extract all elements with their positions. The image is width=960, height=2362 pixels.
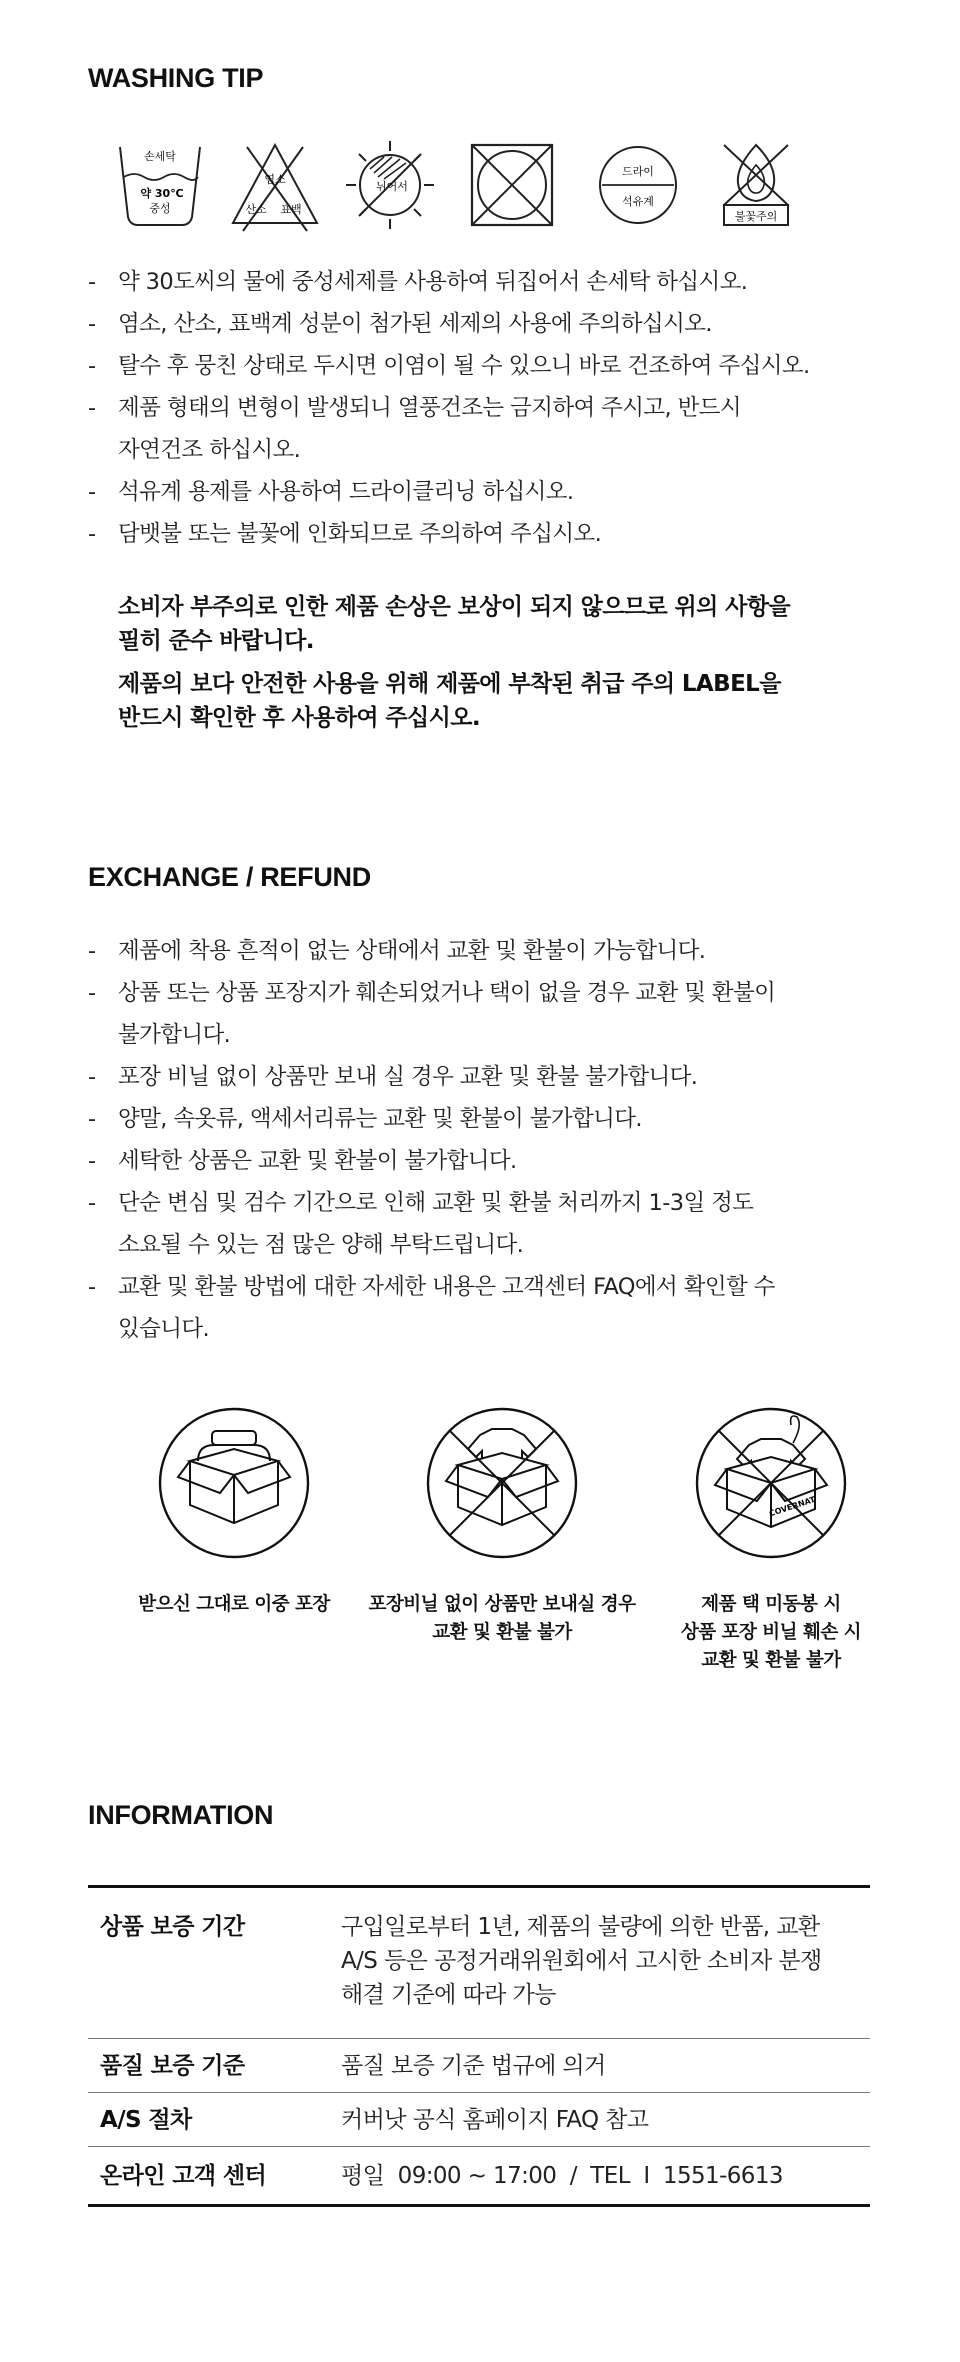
dry-clean-text-2: 석유계 — [622, 195, 654, 208]
no-bag-box-icon — [424, 1405, 580, 1561]
quality-standard-value: 품질 보증 기준 법규에 의거 — [341, 2052, 606, 2079]
no-dryer-icon — [462, 135, 562, 235]
washing-tip-title: WASHING TIP — [88, 63, 264, 93]
quality-standard-label: 품질 보증 기준 — [100, 2052, 245, 2079]
list-item: - 탈수 후 뭉친 상태로 두시면 이염이 될 수 있으니 바로 건조하여 주십시오. — [88, 353, 810, 379]
as-procedure-label: A/S 절차 — [100, 2106, 192, 2133]
table-row — [88, 1888, 870, 2038]
flammable-text: 불꽃주의 — [734, 210, 778, 223]
warning-notice: 소비자 부주의로 인한 제품 손상은 보상이 되지 않으므로 위의 사항을 필히 준수 바랍니다. — [118, 594, 790, 654]
label-notice: 제품의 보다 안전한 사용을 위해 제품에 부착된 취급 주의 LABEL을 반드시 확인한 후 사용하여 주십시오. — [118, 671, 781, 731]
bleach-text-3: 표백 — [280, 203, 302, 216]
table-row — [88, 2092, 870, 2146]
exchange-pictograms — [0, 1405, 960, 1685]
hand-wash-text-2: 약 30℃ — [140, 187, 184, 200]
warranty-period-value: 구입일로부터 1년, 제품의 불량에 의한 반품, 교환 A/S 등은 공정거래위원회에서 고시한 소비자 분쟁 해결 기준에 따라 가능 — [341, 1914, 822, 2008]
no-tag-box-icon — [693, 1405, 849, 1561]
bleach-text-2: 산소 — [245, 203, 267, 216]
washing-bullet-list — [88, 261, 888, 555]
as-procedure-value: 커버낫 공식 홈페이지 FAQ 참고 — [341, 2106, 649, 2133]
hand-wash-text-1: 손세탁 — [144, 150, 176, 163]
list-item: - 세탁한 상품은 교환 및 환불이 불가합니다. — [88, 1148, 517, 1174]
no-tag-pictogram — [621, 1405, 921, 1675]
exchange-refund-title: EXCHANGE / REFUND — [88, 862, 371, 892]
list-item: - 단순 변심 및 검수 기간으로 인해 교환 및 환불 처리까지 1-3일 정도 소요될 수 있는 점 많은 양해 부탁드립니다. — [88, 1190, 754, 1258]
list-item: - 염소, 산소, 표백계 성분이 첨가된 세제의 사용에 주의하십시오. — [88, 311, 712, 337]
dry-flat-icon — [340, 135, 440, 235]
list-item: - 교환 및 환불 방법에 대한 자세한 내용은 고객센터 FAQ에서 확인할 수 있습니다. — [88, 1274, 775, 1342]
no-bag-caption: 포장비닐 없이 상품만 보내실 경우 교환 및 환불 불가 — [368, 1594, 636, 1643]
no-bag-pictogram — [352, 1405, 652, 1647]
bleach-text-1: 염소 — [264, 173, 286, 186]
customer-center-value: 평일 09:00 ~ 17:00 / TEL I 1551-6613 — [341, 2162, 783, 2189]
list-item: - 제품 형태의 변형이 발생되니 열풍건조는 금지하여 주시고, 반드시 자연건조 하십시오. — [88, 395, 742, 463]
customer-center-label: 온라인 고객 센터 — [100, 2162, 267, 2189]
list-item: - 석유계 용제를 사용하여 드라이클리닝 하십시오. — [88, 479, 574, 505]
list-item: - 포장 비닐 없이 상품만 보내 실 경우 교환 및 환불 불가합니다. — [88, 1064, 698, 1090]
flammable-warning-icon — [706, 135, 806, 235]
list-item: - 제품에 착용 흔적이 없는 상태에서 교환 및 환불이 가능합니다. — [88, 938, 706, 964]
table-row — [88, 2146, 870, 2204]
double-pack-pictogram — [84, 1405, 384, 1619]
hand-wash-text-3: 중성 — [149, 202, 171, 215]
list-item: - 상품 또는 상품 포장지가 훼손되었거나 택이 없을 경우 교환 및 환불이 불가합니다. — [88, 980, 776, 1048]
information-title: INFORMATION — [88, 1800, 274, 1830]
list-item: - 약 30도씨의 물에 중성세제를 사용하여 뒤집어서 손세탁 하십시오. — [88, 269, 748, 295]
warranty-period-label: 상품 보증 기간 — [100, 1914, 245, 1940]
no-tag-caption: 제품 택 미동봉 시 상품 포장 비닐 훼손 시 교환 및 환불 불가 — [680, 1594, 862, 1671]
no-bleach-icon — [225, 135, 325, 235]
table-row — [88, 2038, 870, 2092]
list-item: - 양말, 속옷류, 액세서리류는 교환 및 환불이 불가합니다. — [88, 1106, 642, 1132]
double-pack-box-icon — [156, 1405, 312, 1561]
dry-clean-text-1: 드라이 — [622, 165, 654, 178]
double-pack-caption: 받으신 그대로 이중 포장 — [138, 1594, 330, 1615]
information-table — [88, 1885, 870, 2207]
list-item: - 담뱃불 또는 불꽃에 인화되므로 주의하여 주십시오. — [88, 521, 602, 547]
hand-wash-icon — [110, 135, 210, 235]
exchange-bullet-list — [88, 930, 888, 1350]
washing-icons — [110, 135, 810, 235]
box-brand-text: COVERNAT — [768, 1494, 817, 1519]
dry-flat-text: 뉘어서 — [376, 180, 408, 193]
dry-clean-petroleum-icon — [588, 135, 688, 235]
